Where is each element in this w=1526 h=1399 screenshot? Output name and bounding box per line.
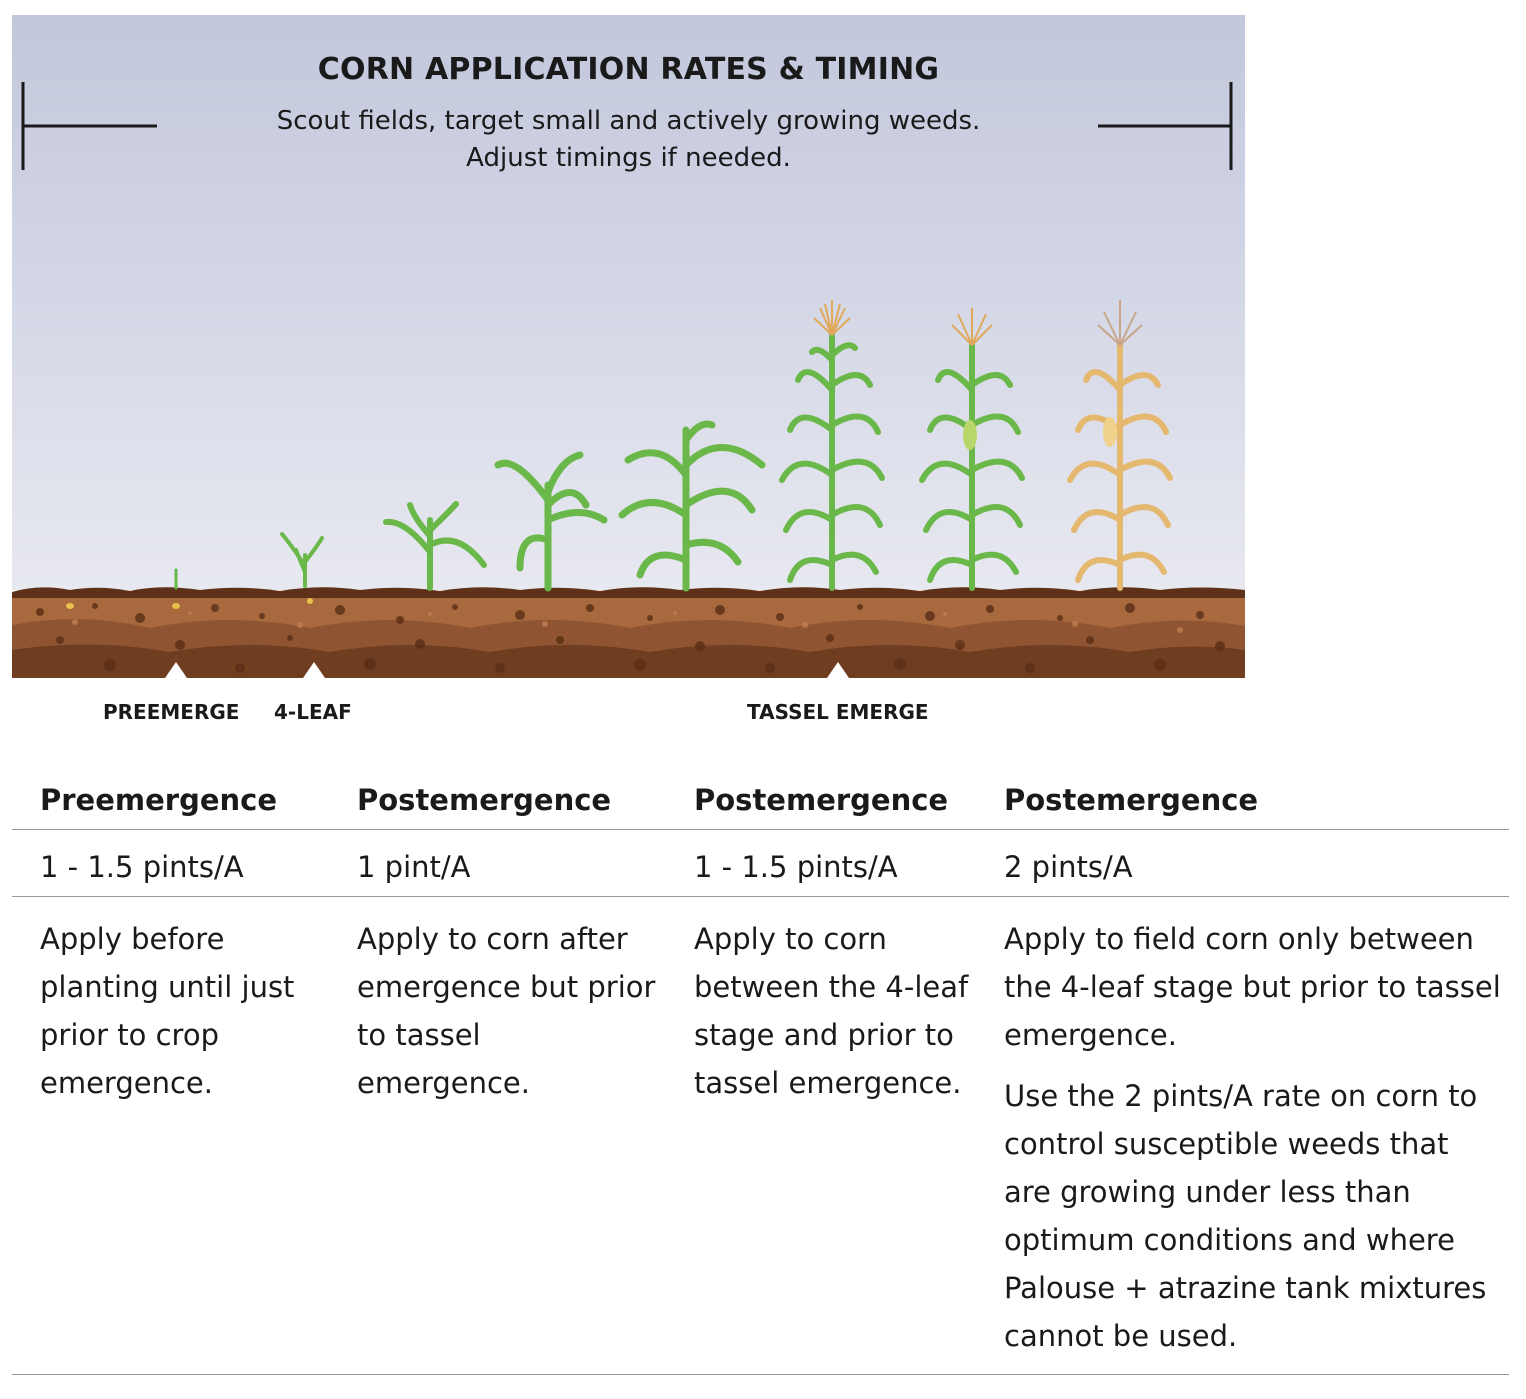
description-text: Apply to field corn only between the 4-leaf stage but prior to tassel emergence. bbox=[1004, 922, 1501, 1052]
description-cell bbox=[40, 915, 320, 1107]
table-divider bbox=[12, 896, 1509, 897]
rate-cell: 1 - 1.5 pints/A bbox=[694, 850, 898, 884]
rate-cell: 1 pint/A bbox=[357, 850, 471, 884]
corn-ear-icon bbox=[963, 420, 977, 450]
rate-cell: 2 pints/A bbox=[1004, 850, 1133, 884]
stage-label-tassel-emerge: TASSEL EMERGE bbox=[747, 700, 929, 724]
table-divider bbox=[12, 829, 1509, 830]
description-cell bbox=[1004, 915, 1504, 1360]
column-heading-postemergence-1: Postemergence bbox=[357, 783, 612, 817]
stage-label-preemerge: PREEMERGE bbox=[103, 700, 240, 724]
rate-cell: 1 - 1.5 pints/A bbox=[40, 850, 244, 884]
description-text: Use the 2 pints/A rate on corn to control susceptible weeds that are growing under less than optimum conditions and where Palouse + atrazine tank mixtures cannot be used. bbox=[1004, 1079, 1487, 1353]
column-heading-preemergence: Preemergence bbox=[40, 783, 278, 817]
soil-layers bbox=[12, 587, 1245, 678]
description-cell bbox=[357, 915, 657, 1107]
subtitle-line-1: Scout fields, target small and actively growing weeds. bbox=[276, 106, 981, 136]
page-title: CORN APPLICATION RATES & TIMING bbox=[317, 52, 940, 87]
subtitle-line-2: Adjust timings if needed. bbox=[466, 143, 791, 173]
sky-background bbox=[12, 15, 1245, 590]
table-bottom-rule bbox=[12, 1374, 1509, 1375]
column-heading-postemergence-2: Postemergence bbox=[694, 783, 949, 817]
description-text: Apply to corn after emergence but prior to tassel emergence. bbox=[357, 922, 656, 1100]
description-text: Apply before planting until just prior to crop emergence. bbox=[40, 922, 295, 1100]
column-heading-postemergence-3: Postemergence bbox=[1004, 783, 1259, 817]
dry-ear-icon bbox=[1103, 417, 1117, 447]
description-text: Apply to corn between the 4-leaf stage and prior to tassel emergence. bbox=[694, 922, 969, 1100]
description-cell bbox=[694, 915, 974, 1107]
stage-label-4-leaf: 4-LEAF bbox=[274, 700, 352, 724]
